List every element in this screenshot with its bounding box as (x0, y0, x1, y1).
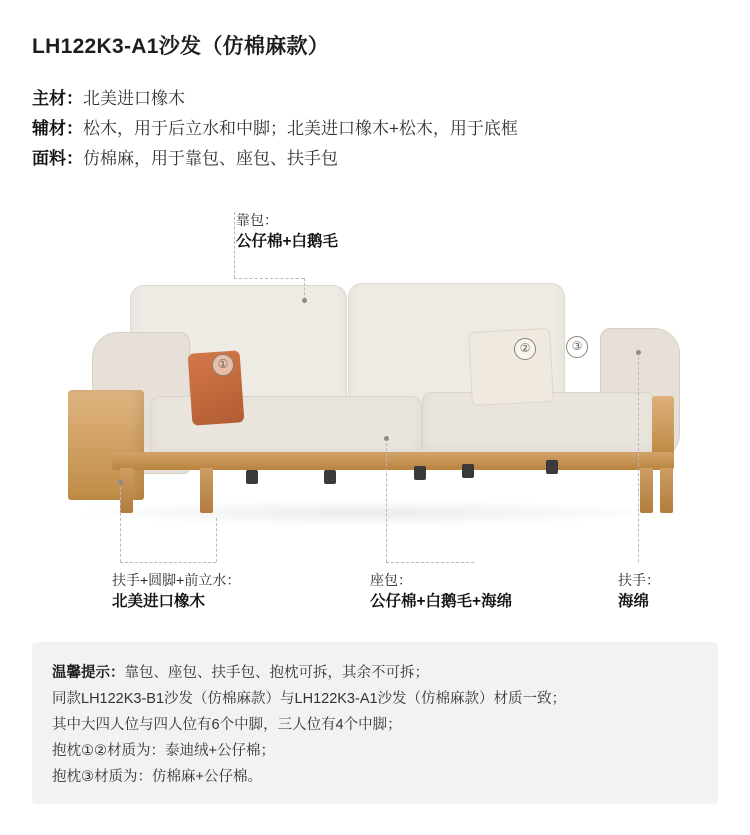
tips-line: 抱枕①②材质为：泰迪绒+公仔棉； (52, 743, 275, 759)
callout-back-cushion-label: 靠包： (236, 212, 278, 228)
leader-line (638, 352, 639, 562)
callout-arm-wood-label: 扶手+圆脚+前立水： (112, 572, 241, 588)
callout-seat-cushion (370, 570, 512, 612)
callout-back-cushion-value: 公仔棉+白鹅毛 (236, 233, 339, 250)
wood-leg (660, 468, 673, 513)
marker-1: ① (212, 354, 234, 376)
leader-dot (384, 436, 389, 441)
leader-line (386, 562, 474, 563)
leader-line (216, 518, 217, 562)
leader-line (304, 278, 305, 300)
callout-arm-wood-value: 北美进口橡木 (112, 593, 206, 610)
spec-key: 辅材： (32, 119, 83, 138)
marker-2: ② (514, 338, 536, 360)
mid-foot (414, 466, 426, 480)
leader-dot (636, 350, 641, 355)
callout-armrest (618, 570, 660, 612)
leader-dot (118, 480, 123, 485)
spec-row-fabric (32, 144, 722, 174)
spec-value: 仿棉麻，用于靠包、座包、扶手包 (83, 149, 338, 168)
wood-leg (640, 468, 653, 513)
page-title: LH122K3-A1沙发（仿棉麻款） (32, 35, 330, 58)
mid-foot (246, 470, 258, 484)
callout-back-cushion (236, 210, 338, 252)
tips-line: 同款LH122K3-B1沙发（仿棉麻款）与LH122K3-A1沙发（仿棉麻款）材质一致； (52, 691, 567, 707)
marker-3: ③ (566, 336, 588, 358)
mid-foot (462, 464, 474, 478)
spec-row-aux-material (32, 114, 722, 144)
sofa-shadow (70, 500, 670, 526)
spec-key: 面料： (32, 149, 83, 168)
wood-arm-panel-right (652, 396, 674, 456)
wood-base-frame (112, 452, 674, 470)
sofa-illustration (0, 200, 750, 630)
callout-arm-wood (112, 570, 240, 612)
spec-row-main-material (32, 84, 722, 114)
leader-dot (302, 298, 307, 303)
callout-armrest-value: 海绵 (618, 593, 650, 610)
leader-line (120, 482, 121, 562)
leader-line (234, 212, 235, 278)
tips-first-text: 靠包、座包、扶手包、抱枕可拆，其余不可拆； (124, 665, 429, 681)
tips-line: 其中大四人位与四人位有6个中脚，三人位有4个中脚； (52, 717, 402, 733)
leader-line (386, 438, 387, 562)
tips-line: 抱枕③材质为：仿棉麻+公仔棉。 (52, 769, 262, 785)
pillow-beige (468, 328, 554, 406)
wood-leg (120, 468, 133, 513)
spec-key: 主材： (32, 89, 83, 108)
tips-line-first (52, 660, 698, 686)
spec-value: 松木，用于后立水和中脚；北美进口橡木+松木，用于底框 (83, 119, 518, 138)
tips-label: 温馨提示： (52, 665, 125, 681)
mid-foot (546, 460, 558, 474)
callout-seat-cushion-label: 座包： (370, 572, 412, 588)
spec-list (32, 84, 722, 174)
callout-seat-cushion-value: 公仔棉+白鹅毛+海绵 (370, 593, 513, 610)
wood-leg (200, 468, 213, 513)
leader-line (120, 562, 216, 563)
leader-line (234, 278, 304, 279)
callout-armrest-label: 扶手： (618, 572, 660, 588)
spec-value: 北美进口橡木 (83, 89, 185, 108)
mid-foot (324, 470, 336, 484)
tips-box (32, 642, 718, 804)
